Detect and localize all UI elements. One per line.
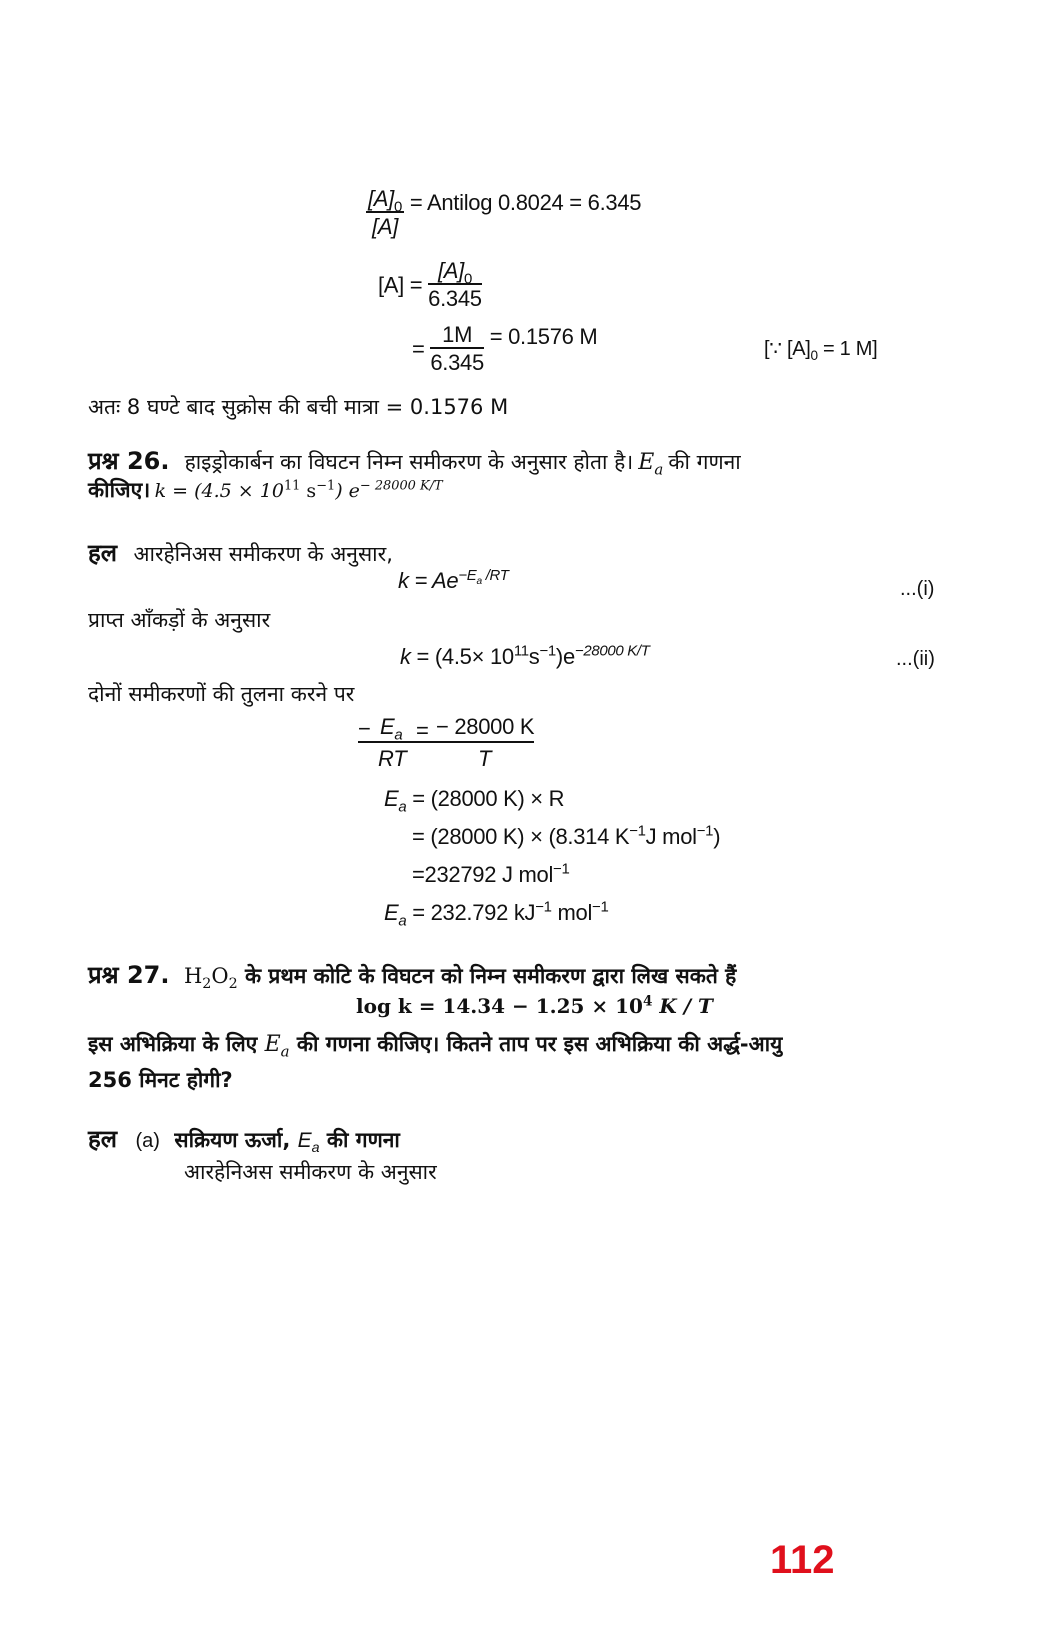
solution-27-part-a: हल (a) सक्रियण ऊर्जा, $E_a$ की गणना: [88, 1125, 400, 1157]
question-27-equation: $\log k = 14.34 - 1.25 \times 10^4$ K / T: [356, 993, 713, 1018]
equation-tag-i: ...(i): [900, 578, 935, 600]
question-27-label: प्रश्न 27.: [88, 961, 170, 989]
ea-step-1: $E_a = (28000$ K) × R: [384, 786, 565, 816]
question-26-equation: $k = (4.5 \times 10^{11}$ $s^{-1}$) $e^{- 28000 K/T}$: [154, 478, 443, 502]
fraction-bar: [358, 741, 534, 743]
ratio-fraction: $\frac{[A]_0}{[A]}$: [368, 186, 403, 240]
ea-symbol: $E_a$: [638, 450, 664, 479]
given-equation: $k = (4.5\times 10^{11}s^{-1})e^{-28000 K/T}$: [400, 642, 650, 669]
question-27-line3: 256 मिनट होगी?: [88, 1068, 233, 1092]
question-27-line2: इस अभिक्रिया के लिए $E_a$ की गणना कीजिए। कितने ताप पर इस अभिक्रिया की अर्द्ध-आयु: [88, 1032, 783, 1061]
solution-27-intro: आरहेनिअस समीकरण के अनुसार: [184, 1160, 437, 1184]
ea-result: $E_a = 232.792$ $kJ^{-1}$ mol$^{-1}$: [384, 898, 609, 930]
since-note: [∵ $[A]_0 = 1$ M]: [764, 338, 878, 363]
question-26-label: प्रश्न 26.: [88, 447, 170, 475]
question-27: प्रश्न 27. $H_2O_2$ के प्रथम कोटि के विघटन को निम्न समीकरण द्वारा लिख सकते हैं: [88, 961, 737, 993]
solution-label: हल: [88, 539, 118, 567]
a-value-equation: = $\frac{1M}{6.345}$ = 0.1576 M: [412, 322, 598, 376]
a-fraction: $\frac{[A]_0}{6.345}$: [428, 258, 482, 312]
ratio-equation: [366, 186, 641, 241]
a-equation: [A] = $\frac{[A]_0}{6.345}$: [378, 258, 482, 312]
arrhenius-equation: $k = Ae^{-E_a /RT}$: [398, 566, 509, 593]
sucrose-conclusion: अतः 8 घण्टे बाद सुक्रोस की बची मात्रा = 0.1576 M: [88, 395, 509, 419]
page-number: 112: [770, 1538, 835, 1582]
a-value-fraction: $\frac{1M}{6.345}$: [430, 322, 484, 376]
ea-step-2: = (28000 K) × (8.314 $K^{-1}J$ mol$^{-1}$): [412, 822, 721, 849]
equation-tag-ii: ...(ii): [896, 648, 935, 670]
comparison-equation: − $E_a$ = − 28000 K RT T: [358, 714, 535, 771]
ratio-rhs: = Antilog 0.8024 = 6.345: [409, 190, 642, 216]
data-line: प्राप्त आँकड़ों के अनुसार: [88, 608, 271, 632]
question-26: प्रश्न 26. हाइड्रोकार्बन का विघटन निम्न समीकरण के अनुसार होता है। $E_a$ की गणना: [88, 447, 741, 479]
solution-label: हल: [88, 1125, 118, 1153]
question-26-line2: कीजिए। $k = (4.5 \times 10^{11}$ $s^{-1}$) $e^{- 28000 K/T}$: [88, 478, 443, 502]
solution-26-intro: हल आरहेनिअस समीकरण के अनुसार,: [88, 539, 393, 567]
compare-line: दोनों समीकरणों की तुलना करने पर: [88, 682, 355, 706]
ea-step-3: =232792 J mol$^{-1}$: [412, 860, 570, 887]
